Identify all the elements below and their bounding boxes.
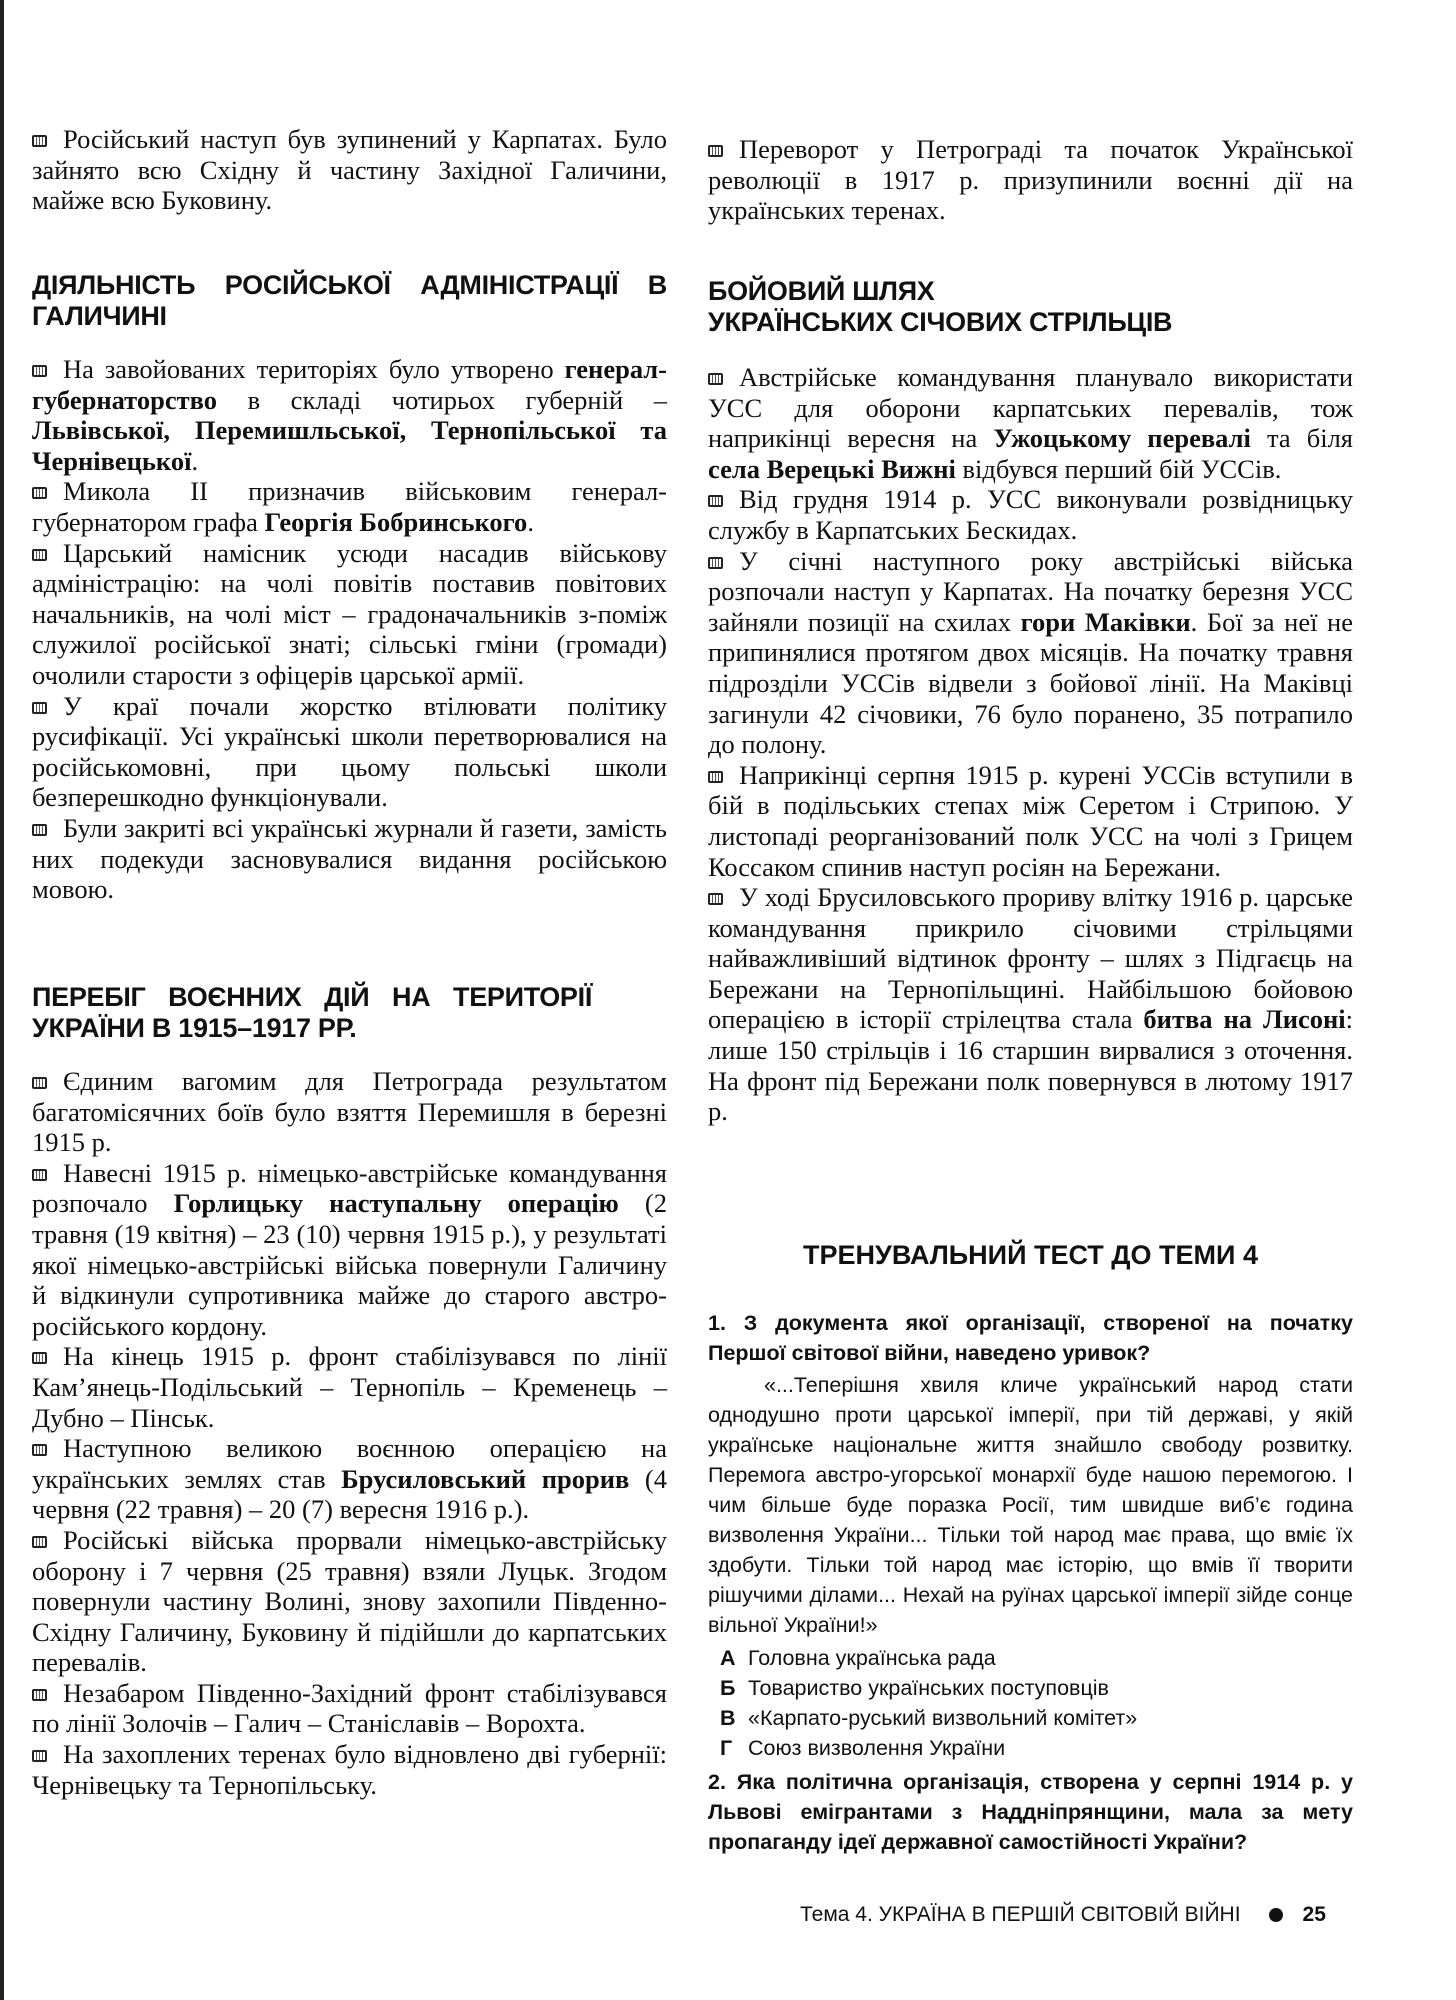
option-letter: А [720, 1646, 736, 1670]
text-segment: У ході Брусиловського прориву влітку 1916 р. царське командування прикрило січовими стрільцями найважливіший відтинок фронту – шлях з Підгаєць на Бережани на Тернопільщині. Найбільшою бойовою операцією в історії стрілецтва стала [708, 882, 1353, 1035]
bullet-paragraph [708, 882, 1353, 1127]
text-segment: На захоплених теренах було відновлено дві губернії: Чернівецьку та Тернопільську. [32, 1739, 667, 1800]
bullet-paragraph [32, 1066, 667, 1158]
bullet-paragraph [32, 1525, 667, 1678]
keyboard-bullet-icon [32, 1536, 47, 1548]
bold-term: генерал-губернаторство [32, 354, 667, 415]
test-title: ТРЕНУВАЛЬНИЙ ТЕСТ ДО ТЕМИ 4 [803, 1240, 1258, 1270]
bold-term: Львівської, Перемишльської, Тернопільської та Чернівецької [32, 415, 667, 476]
section-uss [708, 362, 1353, 1127]
bold-term: Горлицьку наступальну операцію [173, 1188, 619, 1219]
left-intro [32, 124, 667, 216]
text-segment: Наприкінці серпня 1915 р. курені УССів вступили в бій в подільських степах між Серетом і Стрипою. У листопаді реорганізований полк УСС на чолі з Грицем Коссаком спинив наступ росіян на Бережани. [708, 759, 1353, 882]
keyboard-bullet-icon [32, 824, 47, 836]
test-section [708, 1308, 1353, 1857]
text-segment: Наступною великою воєнною операцією на українських землях став [32, 1433, 667, 1494]
question-2: 2. Яка політична організація, створена у серпні 1914 р. у Львові емігрантами з Наддніпрянщини, мала за мету пропаганду ідеї державної самостійності України? [708, 1770, 1353, 1854]
bullet-paragraph [32, 1341, 667, 1433]
section-military-operations [32, 1066, 667, 1800]
option-c[interactable] [708, 1703, 1353, 1733]
bullet-paragraph [32, 1739, 667, 1800]
option-text: Союз визволення України [748, 1736, 1006, 1760]
keyboard-bullet-icon [32, 1077, 47, 1089]
bold-term: битва на Лисоні [1143, 1004, 1346, 1035]
keyboard-bullet-icon [32, 487, 47, 499]
bullet-paragraph [32, 1158, 667, 1342]
bullet-paragraph [32, 476, 667, 537]
option-a[interactable] [708, 1643, 1353, 1673]
section-russian-administration [32, 354, 667, 905]
page-footer [800, 1903, 1326, 1927]
keyboard-bullet-icon [32, 1444, 47, 1456]
left-column [32, 0, 667, 2000]
keyboard-bullet-icon [708, 145, 723, 157]
keyboard-bullet-icon [32, 365, 47, 377]
text-segment: відбувся перший бій УССів. [955, 453, 1282, 484]
text-segment: Були закриті всі українські журнали й газети, замість них подекуди засновувалися видання російською мовою. [32, 812, 667, 905]
question-1-quote: «...Теперішня хвиля кличе український народ стати однодушно проти царської імперії, при тій державі, у якій українське національне життя знайшло свободу розвитку. Перемога австро-угорської монархії буде нашою перемогою. І чим більше буде поразка Росії, тим швидше виб’є година визволення України... Тільки той народ має права, що вміє їх здобути. Тільки той народ має історію, що вмів її творити рішучими ділами... Нехай на руїнах царської імперії зійде сонце вільної України!» [708, 1373, 1353, 1637]
text-segment: Російський наступ був зупинений у Карпатах. Було зайнято всю Східну й частину Західної Галичини, майже всю Буковину. [32, 124, 667, 216]
text-segment: Єдиним вагомим для Петрограда результатом багатомісячних боїв було взяття Перемишля в березні 1915 р. [32, 1066, 667, 1158]
text-segment: На завойованих територіях було утворено [63, 354, 565, 384]
text-segment: Навесні 1915 р. німецько-австрійське командування розпочало [32, 1157, 667, 1219]
bullet-paragraph [32, 1433, 667, 1525]
option-letter: В [720, 1706, 736, 1730]
option-text: Головна українська рада [748, 1646, 996, 1670]
bullet-paragraph [708, 760, 1353, 882]
text-segment: На кінець 1915 р. фронт стабілізувався по лінії Кам’янець-Подільський – Тернопіль – Кременець – Дубно – Пінськ. [32, 1341, 667, 1433]
option-letter: Б [720, 1676, 736, 1700]
bullet-paragraph [708, 362, 1353, 484]
section-title-uss [708, 276, 1353, 338]
keyboard-bullet-icon [708, 557, 723, 569]
text-segment: . [527, 506, 534, 537]
section-title-russian-administration: ДІЯЛЬНІСТЬ РОСІЙСЬКОЇ АДМІНІСТРАЦІЇ В ГАЛИЧИНІ [32, 270, 667, 331]
bullet-paragraph [708, 484, 1353, 545]
keyboard-bullet-icon [708, 373, 723, 385]
option-text: Товариство українських поступовців [748, 1676, 1109, 1700]
bold-term: села Верецькі Вижні [708, 453, 956, 484]
right-intro [708, 134, 1353, 226]
section-title-military-operations: ПЕРЕБІГ ВОЄННИХ ДІЙ НА ТЕРИТОРІЇ УКРАЇНИ В 1915–1917 РР. [32, 982, 592, 1043]
keyboard-bullet-icon [32, 135, 47, 147]
keyboard-bullet-icon [32, 1689, 47, 1701]
keyboard-bullet-icon [708, 893, 723, 905]
option-b[interactable] [708, 1673, 1353, 1703]
bullet-paragraph [32, 691, 667, 813]
bullet-paragraph [32, 124, 667, 216]
text-segment: . Бої за неї не припинялися протягом двох місяців. На початку травня підрозділи УССів відвели з бойової лінії. На Маківці загинули 42 січовики, 76 було поранено, 35 потрапило до полону. [708, 606, 1353, 760]
bold-term: Брусиловський прорив [341, 1463, 630, 1494]
option-d[interactable] [708, 1733, 1353, 1763]
page-edge [0, 0, 4, 2000]
bullet-paragraph [708, 134, 1353, 226]
text-segment: Незабаром Південно-Західний фронт стабілізувався по лінії Золочів – Галич – Станіславів – Ворохта. [32, 1677, 667, 1739]
keyboard-bullet-icon [708, 771, 723, 783]
bullet-paragraph [32, 354, 667, 476]
text-segment: Російські війська прорвали німецько-австрійську оборону і 7 червня (25 травня) взяли Луцьк. Згодом повернули частину Волині, знову захопили Південно-Східну Галичину, Буковину й підійшли до карпатських перевалів. [32, 1524, 667, 1678]
text-segment: Австрійське командування планувало використати УСС для оборони карпатських перевалів, тож наприкінці вересня на [708, 362, 1353, 454]
footer-topic: Тема 4. УКРАЇНА В ПЕРШІЙ СВІТОВІЙ ВІЙНІ [800, 1903, 1241, 1926]
keyboard-bullet-icon [32, 702, 47, 714]
question-1: 1. З документа якої організації, створеної на початку Першої світової війни, наведено уривок? [708, 1311, 1353, 1365]
text-segment: Микола II призначив військовим генерал-губернатором графа [32, 476, 667, 537]
keyboard-bullet-icon [32, 1169, 47, 1181]
question-1-options [708, 1643, 1353, 1763]
text-segment: Переворот у Петрограді та початок Української революції в 1917 р. призупинили воєнні дії на українських теренах. [708, 134, 1353, 226]
text-segment: Царський намісник усюди насадив військову адміністрацію: на чолі повітів поставив повітових начальників, на чолі міст – градоначальників з-поміж служилої російської знаті; сільські гміни (громади) очолили старости з офіцерів царської армії. [32, 537, 667, 690]
right-column [708, 0, 1353, 2000]
keyboard-bullet-icon [32, 549, 47, 561]
section-title-uss-line2: УКРАЇНСЬКИХ СІЧОВИХ СТРІЛЬЦІВ [708, 307, 1173, 337]
keyboard-bullet-icon [708, 495, 723, 507]
option-letter: Г [720, 1736, 733, 1760]
bold-term: Ужоцькому перевалі [993, 423, 1251, 454]
bold-term: Георгія Бобринського [264, 506, 528, 537]
text-segment: (2 травня (19 квітня) – 23 (10) червня 1915 р.), у результаті якої німецько-австрійські війська повернули Галичину й відкинули супротивника майже до старого австро-російського кордону. [32, 1188, 668, 1341]
bullet-paragraph [32, 813, 667, 905]
bullet-paragraph [708, 546, 1353, 760]
section-title-uss-line1: БОЙОВИЙ ШЛЯХ [708, 276, 935, 306]
text-segment: : лише 150 стрільців і 16 старшин вирвалися з оточення. На фронт під Бережани полк повернувся в лютому 1917 р. [708, 1004, 1353, 1127]
keyboard-bullet-icon [32, 1352, 47, 1364]
text-segment: . [191, 445, 199, 476]
footer-dot-icon [1269, 1908, 1283, 1922]
text-segment: Від грудня 1914 р. УСС виконували розвідницьку службу в Карпатських Бескидах. [708, 484, 1353, 545]
text-segment: У січні наступного року австрійські війська розпочали наступ у Карпатах. На початку березня УСС зайняли позиції на схилах [708, 545, 1353, 637]
page-number: 25 [1302, 1903, 1326, 1926]
bullet-paragraph [32, 1678, 667, 1739]
bullet-paragraph [32, 538, 667, 691]
text-segment: та біля [1250, 423, 1353, 454]
option-text: «Карпато-руський визвольний комітет» [748, 1706, 1138, 1730]
text-segment: в складі чотирьох губерній – [216, 384, 667, 415]
text-segment: (4 червня (22 травня) – 20 (7) вересня 1916 р.). [32, 1463, 668, 1525]
keyboard-bullet-icon [32, 1750, 47, 1762]
text-segment: У краї почали жорстко втілювати політику русифікації. Усі українські школи перетворювалися на російськомовні, при цьому польські школи безперешкодно функціонували. [32, 690, 667, 813]
bold-term: гори Маківки [1020, 606, 1191, 637]
